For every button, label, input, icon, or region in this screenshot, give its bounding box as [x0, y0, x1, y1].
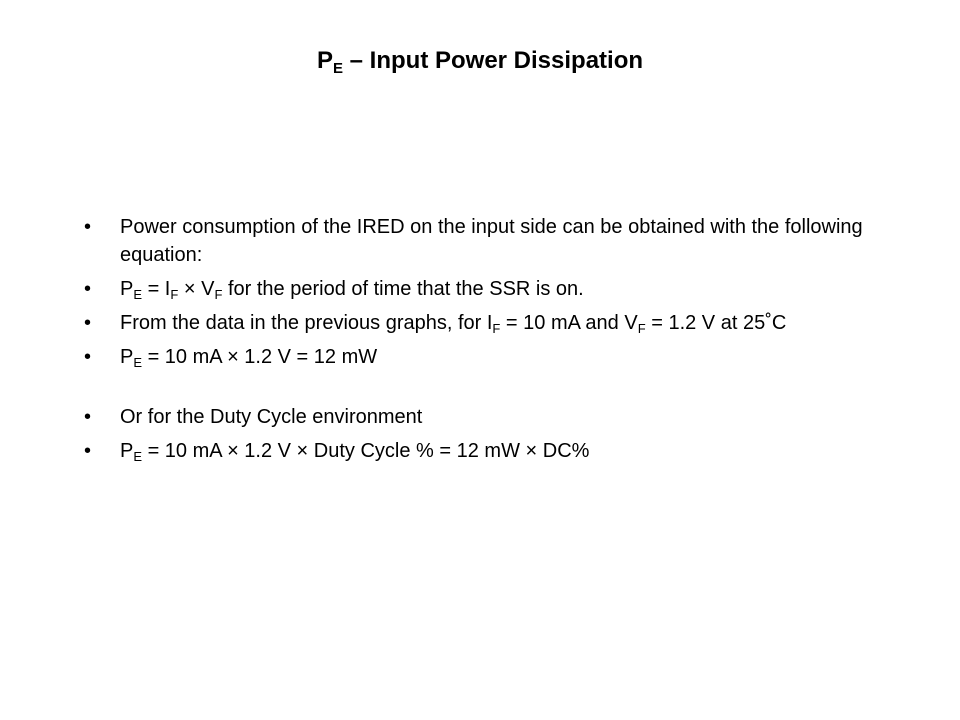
bullet-item-3	[84, 309, 884, 337]
text-segment: = 10 mA × 1.2 V × Duty Cycle % = 12 mW × DC%	[142, 440, 590, 462]
text-segment: = 10 mA and V	[500, 312, 638, 334]
bullet-list	[84, 213, 884, 471]
subscript-e: E	[133, 449, 143, 464]
title-symbol-subscript: E	[332, 60, 343, 77]
bullet-item-2	[84, 275, 884, 303]
bullet-text: Power consumption of the IRED on the input side can be obtained with the following equation:	[120, 216, 863, 266]
text-segment: = 10 mA × 1.2 V = 12 mW	[142, 346, 378, 368]
bullet-dot-icon: •	[84, 216, 92, 238]
bullet-dot-icon: •	[84, 346, 92, 368]
title-text: – Input Power Dissipation	[342, 47, 644, 74]
subscript-f: F	[637, 321, 646, 336]
bullet-item-6	[84, 437, 884, 465]
text-segment: = 1.2 V at 25˚C	[645, 312, 787, 334]
bullet-dot-icon: •	[84, 278, 92, 300]
subscript-e: E	[133, 355, 143, 370]
bullet-item-1	[84, 213, 884, 269]
subscript-f: F	[492, 321, 501, 336]
bullet-text: Or for the Duty Cycle environment	[120, 406, 423, 428]
slide-title	[0, 44, 960, 78]
bullet-dot-icon: •	[84, 312, 92, 334]
symbol-p: P	[120, 440, 134, 462]
bullet-dot-icon: •	[84, 406, 92, 428]
text-segment: for the period of time that the SSR is on.	[222, 278, 584, 300]
bullet-text	[120, 346, 377, 368]
bullet-text	[120, 440, 589, 462]
title-symbol: P	[316, 47, 333, 74]
bullet-item-5	[84, 403, 884, 431]
subscript-f: F	[214, 287, 223, 302]
bullet-item-4	[84, 343, 884, 371]
bullet-text	[120, 278, 584, 300]
bullet-dot-icon: •	[84, 440, 92, 462]
symbol-p: P	[120, 278, 134, 300]
bullet-text	[120, 312, 786, 334]
text-segment: = I	[142, 278, 171, 300]
text-segment: × V	[178, 278, 215, 300]
symbol-p: P	[120, 346, 134, 368]
text-segment: From the data in the previous graphs, for I	[120, 312, 493, 334]
subscript-e: E	[133, 287, 143, 302]
subscript-f: F	[170, 287, 179, 302]
